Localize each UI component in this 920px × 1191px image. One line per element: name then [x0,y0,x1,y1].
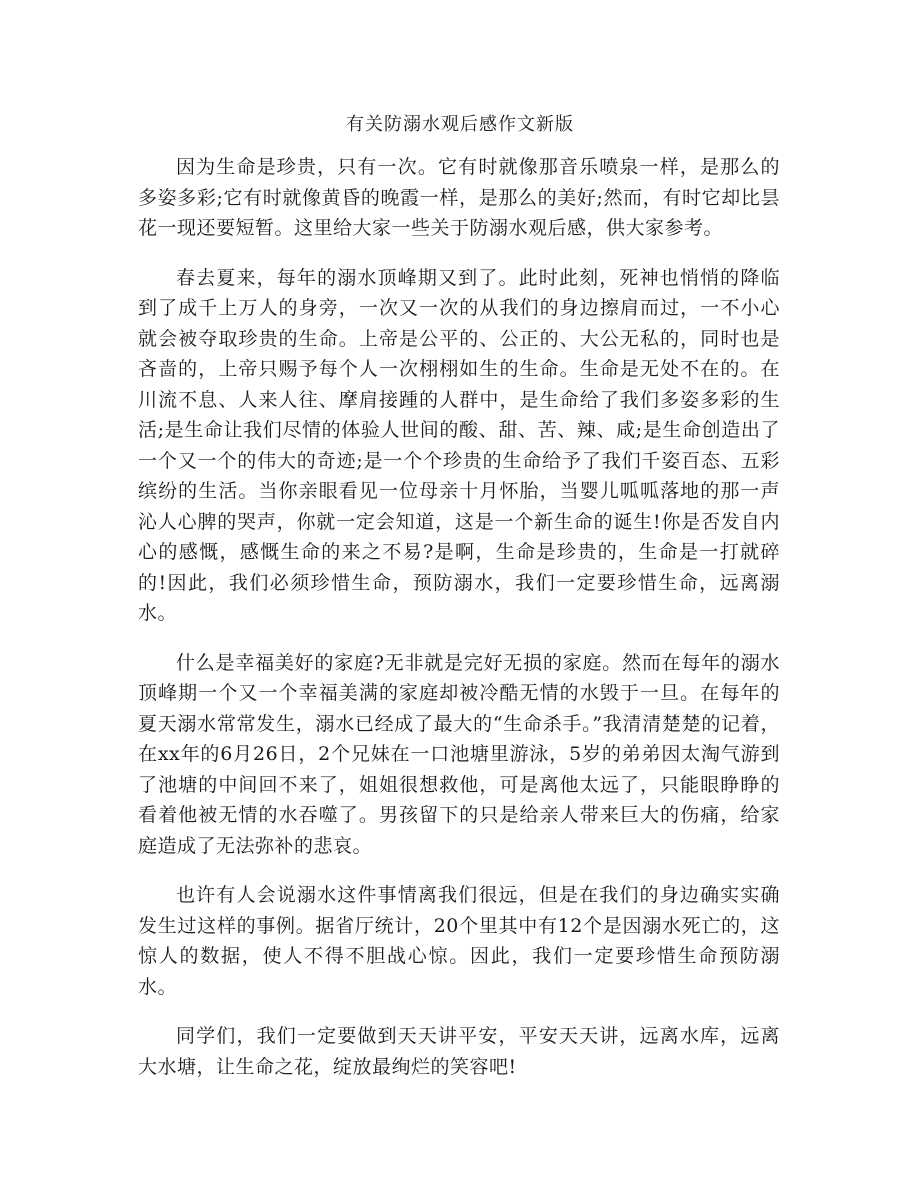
document-body [138,152,780,1101]
document-title: 有关防溺水观后感作文新版 [346,114,574,135]
paragraph-summer-drowning: 春去夏来，每年的溺水顶峰期又到了。此时此刻，死神也悄悄的降临到了成千上万人的身旁，一次又一次的从我们的身边擦肩而过，一不小心就会被夺取珍贵的生命。上帝是公平的、公正的、大公无私的，同时也是吝啬的，上帝只赐予每个人一次栩栩如生的生命。生命是无处不在的。在川流不息、人来人往、摩肩接踵的人群中，是生命给了我们多姿多彩的生活;是生命让我们尽情的体验人世间的酸、甜、苦、辣、咸;是生命创造出了一个又一个的伟大的奇迹;是一个个珍贵的生命给予了我们千姿百态、五彩缤纷的生活。当你亲眼看见一位母亲十月怀胎，当婴儿呱呱落地的那一声沁人心脾的哭声，你就一定会知道，这是一个新生命的诞生!你是否发自内心的感慨，感慨生命的来之不易?是啊，生命是珍贵的，生命是一打就碎的!因此，我们必须珍惜生命，预防溺水，我们一定要珍惜生命，远离溺水。 [138,266,780,624]
paragraph-conclusion: 同学们，我们一定要做到天天讲平安，平安天天讲，远离水库，远离大水塘，让生命之花，绽放最绚烂的笑容吧! [138,1025,780,1078]
paragraph-happy-family: 什么是幸福美好的家庭?无非就是完好无损的家庭。然而在每年的溺水顶峰期一个又一个幸福美满的家庭却被冷酷无情的水毁于一旦。在每年的夏天溺水常常发生，溺水已经成了最大的“生命杀手。”我清清楚楚的记着，在xx年的6月26日，2个兄妹在一口池塘里游泳，5岁的弟弟因太淘气游到了池塘的中间回不来了，姐姐很想救他，可是离他太远了，只能眼睁睁的看着他被无情的水吞噬了。男孩留下的只是给亲人带来巨大的伤痛，给家庭造成了无法弥补的悲哀。 [138,651,780,857]
paragraph-intro: 因为生命是珍贵，只有一次。它有时就像那音乐喷泉一样，是那么的多姿多彩;它有时就像黄昏的晚霞一样，是那么的美好;然而，有时它却比昙花一现还要短暂。这里给大家一些关于防溺水观后感，供大家参考。 [138,156,780,239]
paragraph-statistics: 也许有人会说溺水这件事情离我们很远，但是在我们的身边确实实确发生过这样的事例。据省厅统计，20个里其中有12个是因溺水死亡的，这惊人的数据，使人不得不胆战心惊。因此，我们一定要珍惜生命预防溺水。 [138,884,780,998]
